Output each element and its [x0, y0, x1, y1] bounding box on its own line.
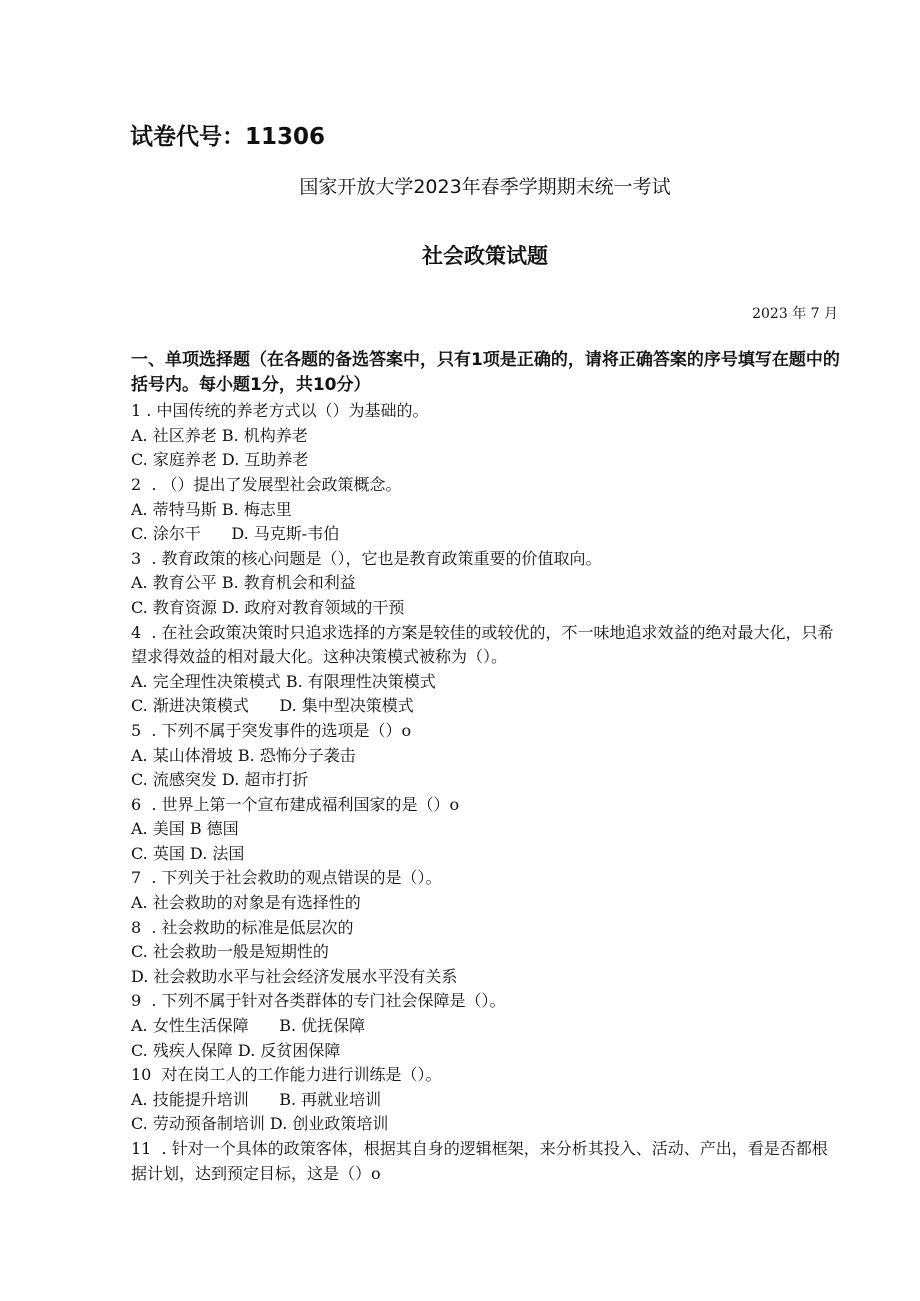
- question-line: 5 . 下列不属于突发事件的选项是（）o: [131, 720, 412, 740]
- question-line: 9 . 下列不属于针对各类群体的专门社会保障是（）。: [131, 991, 506, 1011]
- question-line: A. 女性生活保障 B. 优抚保障: [131, 1016, 366, 1036]
- question-body: [131, 348, 841, 1186]
- question-line: C. 教育资源 D. 政府对教育领域的干预: [131, 597, 405, 617]
- question-line: C. 流感突发 D. 超市打折: [131, 770, 309, 790]
- question-line: 6 . 世界上第一个宣布建成福利国家的是（）o: [131, 794, 460, 814]
- question-line: C. 残疾人保障 D. 反贫困保障: [131, 1040, 341, 1060]
- question-line: C. 家庭养老 D. 互助养老: [131, 450, 309, 470]
- question-line: 11 . 针对一个具体的政策客体，根据其自身的逻辑框架，来分析其投入、活动、产出，看是否都根据计划，达到预定目标，这是（）o: [131, 1139, 828, 1183]
- question-line: 7 . 下列关于社会救助的观点错误的是（）。: [131, 868, 442, 888]
- question-line: 2 . （）提出了发展型社会政策概念。: [131, 474, 402, 494]
- section-heading: 一、单项选择题（在各题的备选答案中，只有1项是正确的，请将正确答案的序号填写在题中的括号内。每小题1分，共10分）: [131, 350, 840, 395]
- question-line: 3 . 教育政策的核心问题是（），它也是教育政策重要的价值取向。: [131, 548, 602, 568]
- exam-code: 试卷代号：11306: [130, 124, 326, 150]
- question-line: A. 某山体滑坡 B. 恐怖分子袭击: [131, 745, 356, 765]
- paper-title: 社会政策试题: [422, 244, 548, 268]
- question-line: A. 技能提升培训 B. 再就业培训: [131, 1089, 382, 1109]
- university-exam-line: 国家开放大学2023年春季学期期末统一考试: [299, 176, 671, 198]
- question-line: C. 社会救助一般是短期性的: [131, 942, 329, 962]
- question-line: D. 社会救助水平与社会经济发展水平没有关系: [131, 966, 458, 986]
- question-line: 10 对在岗工人的工作能力进行训练是（）。: [131, 1065, 442, 1085]
- question-line: A. 社会救助的对象是有选择性的: [131, 893, 361, 913]
- question-line: C. 劳动预备制培训 D. 创业政策培训: [131, 1114, 389, 1134]
- question-line: A. 美国 B 德国: [131, 819, 239, 839]
- question-line: A. 教育公平 B. 教育机会和利益: [131, 573, 356, 593]
- question-line: 4 . 在社会政策决策时只追求选择的方案是较佳的或较优的，不一味地追求效益的绝对最大化，只希望求得效益的相对最大化。这种决策模式被称为（）。: [131, 622, 834, 667]
- exam-date: 2023 年 7 月: [752, 306, 838, 322]
- question-line: 1 . 中国传统的养老方式以（）为基础的。: [131, 401, 429, 421]
- question-line: C. 渐进决策模式 D. 集中型决策模式: [131, 696, 414, 716]
- question-line: A. 社区养老 B. 机构养老: [131, 425, 308, 445]
- question-line: C. 英国 D. 法国: [131, 843, 245, 863]
- question-lines: [131, 399, 841, 1186]
- question-line: C. 涂尔干 D. 马克斯-韦伯: [131, 524, 340, 544]
- question-line: 8 . 社会救助的标准是低层次的: [131, 917, 354, 937]
- question-line: A. 完全理性决策模式 B. 有限理性决策模式: [131, 671, 436, 691]
- question-line: A. 蒂特马斯 B. 梅志里: [131, 499, 292, 519]
